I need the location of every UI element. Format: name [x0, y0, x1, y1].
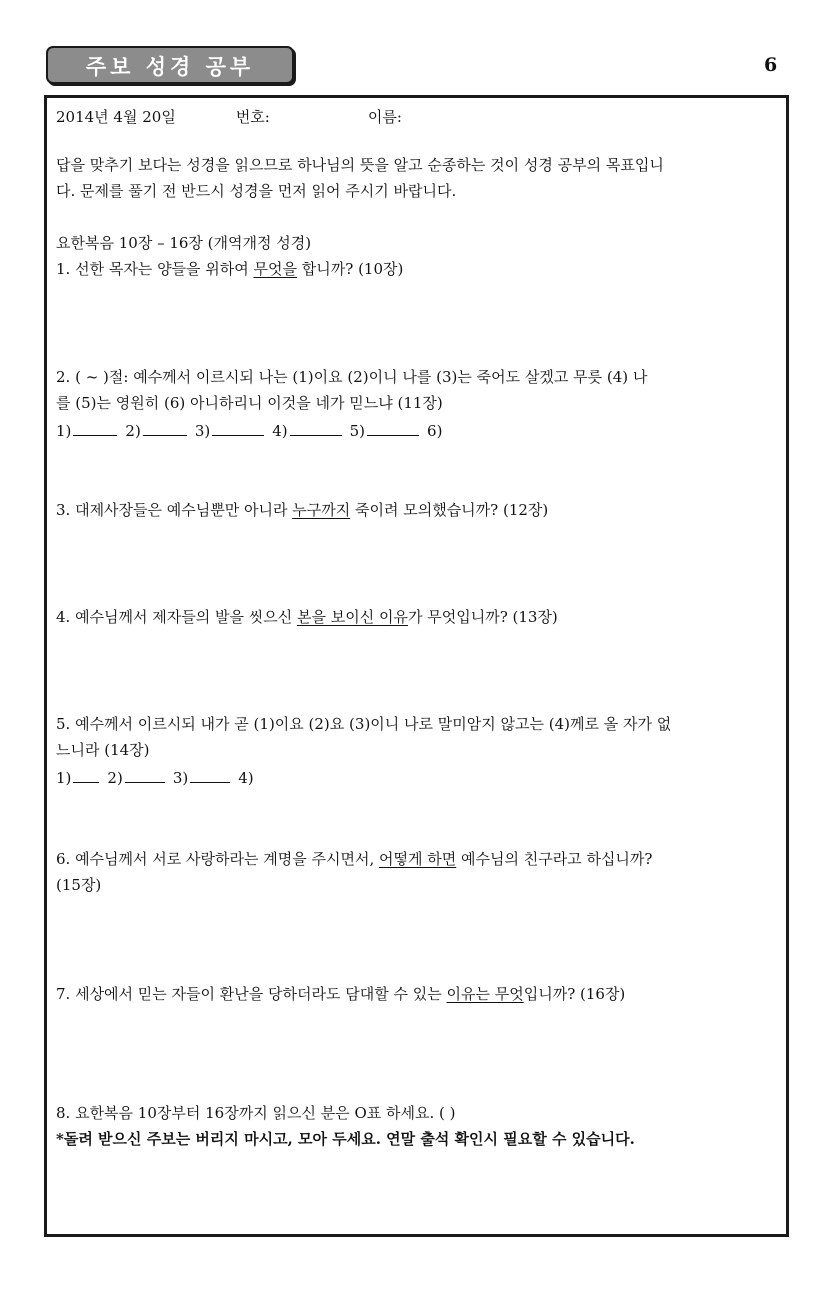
- question-6-line-2: (15장): [56, 876, 102, 894]
- question-5-blanks: 1) 2) 3) 4): [56, 769, 254, 787]
- question-6: 6. 예수님께서 서로 사랑하라는 계명을 주시면서, 어떻게 하면 예수님의 친구라고 하십니까?: [56, 850, 653, 868]
- footnote: *돌려 받으신 주보는 버리지 마시고, 모아 두세요. 연말 출석 확인시 필요할 수 있습니다.: [56, 1130, 635, 1148]
- section-title: 주보 성경 공부: [85, 55, 255, 79]
- intro-line-2: 다. 문제를 풀기 전 반드시 성경을 먼저 읽어 주시기 바랍니다.: [56, 182, 457, 200]
- question-2-line-2: 를 (5)는 영원히 (6) 아니하리니 이것을 네가 믿느냐 (11장): [56, 394, 443, 412]
- key-phrase: 본을 보이신 이유: [297, 608, 408, 626]
- question-2-blanks: 1) 2) 3) 4) 5) 6): [56, 422, 443, 440]
- date: 2014년 4월 20일: [56, 108, 176, 126]
- key-phrase: 누구까지: [292, 501, 351, 519]
- page-number: 6: [764, 54, 778, 76]
- intro-line-1: 답을 맞추기 보다는 성경을 읽으므로 하나님의 뜻을 알고 순종하는 것이 성경 공부의 목표입니: [56, 156, 664, 174]
- key-phrase: 어떻게 하면: [379, 850, 457, 868]
- question-7: 7. 세상에서 믿는 자들이 환난을 당하더라도 담대할 수 있는 이유는 무엇입니까? (16장): [56, 985, 626, 1003]
- key-phrase: 무엇을: [253, 260, 298, 278]
- question-5-line-1: 5. 예수께서 이르시되 내가 곧 (1)이요 (2)요 (3)이니 나로 말미암지 않고는 (4)께로 올 자가 없: [56, 715, 672, 733]
- question-5-line-2: 느니라 (14장): [56, 741, 150, 759]
- answer-blank[interactable]: [367, 421, 419, 436]
- name-label: 이름:: [367, 108, 402, 126]
- answer-blank[interactable]: [73, 768, 99, 783]
- answer-blank[interactable]: [73, 421, 117, 436]
- question-8: 8. 요한복음 10장부터 16장까지 읽으신 분은 O표 하세요. ( ): [56, 1104, 456, 1122]
- question-3: 3. 대제사장들은 예수님뿐만 아니라 누구까지 죽이려 모의했습니까? (12장): [56, 501, 549, 519]
- answer-blank[interactable]: [190, 768, 230, 783]
- answer-blank[interactable]: [125, 768, 165, 783]
- info-line: [56, 107, 402, 127]
- question-1: 1. 선한 목자는 양들을 위하여 무엇을 합니까? (10장): [56, 260, 404, 278]
- answer-blank[interactable]: [212, 421, 264, 436]
- answer-blank[interactable]: [290, 421, 342, 436]
- question-4: 4. 예수님께서 제자들의 발을 씻으신 본을 보이신 이유가 무엇입니까? (13장): [56, 608, 558, 626]
- key-phrase: 이유는 무엇: [446, 985, 524, 1003]
- bible-range: 요한복음 10장 – 16장 (개역개정 성경): [56, 234, 312, 252]
- question-2-line-1: 2. ( ~ )절: 예수께서 이르시되 나는 (1)이요 (2)이니 나를 (3)는 죽어도 살겠고 무릇 (4) 나: [56, 368, 648, 386]
- answer-blank[interactable]: [143, 421, 187, 436]
- number-label: 번호:: [235, 108, 270, 126]
- section-title-box: [46, 46, 294, 84]
